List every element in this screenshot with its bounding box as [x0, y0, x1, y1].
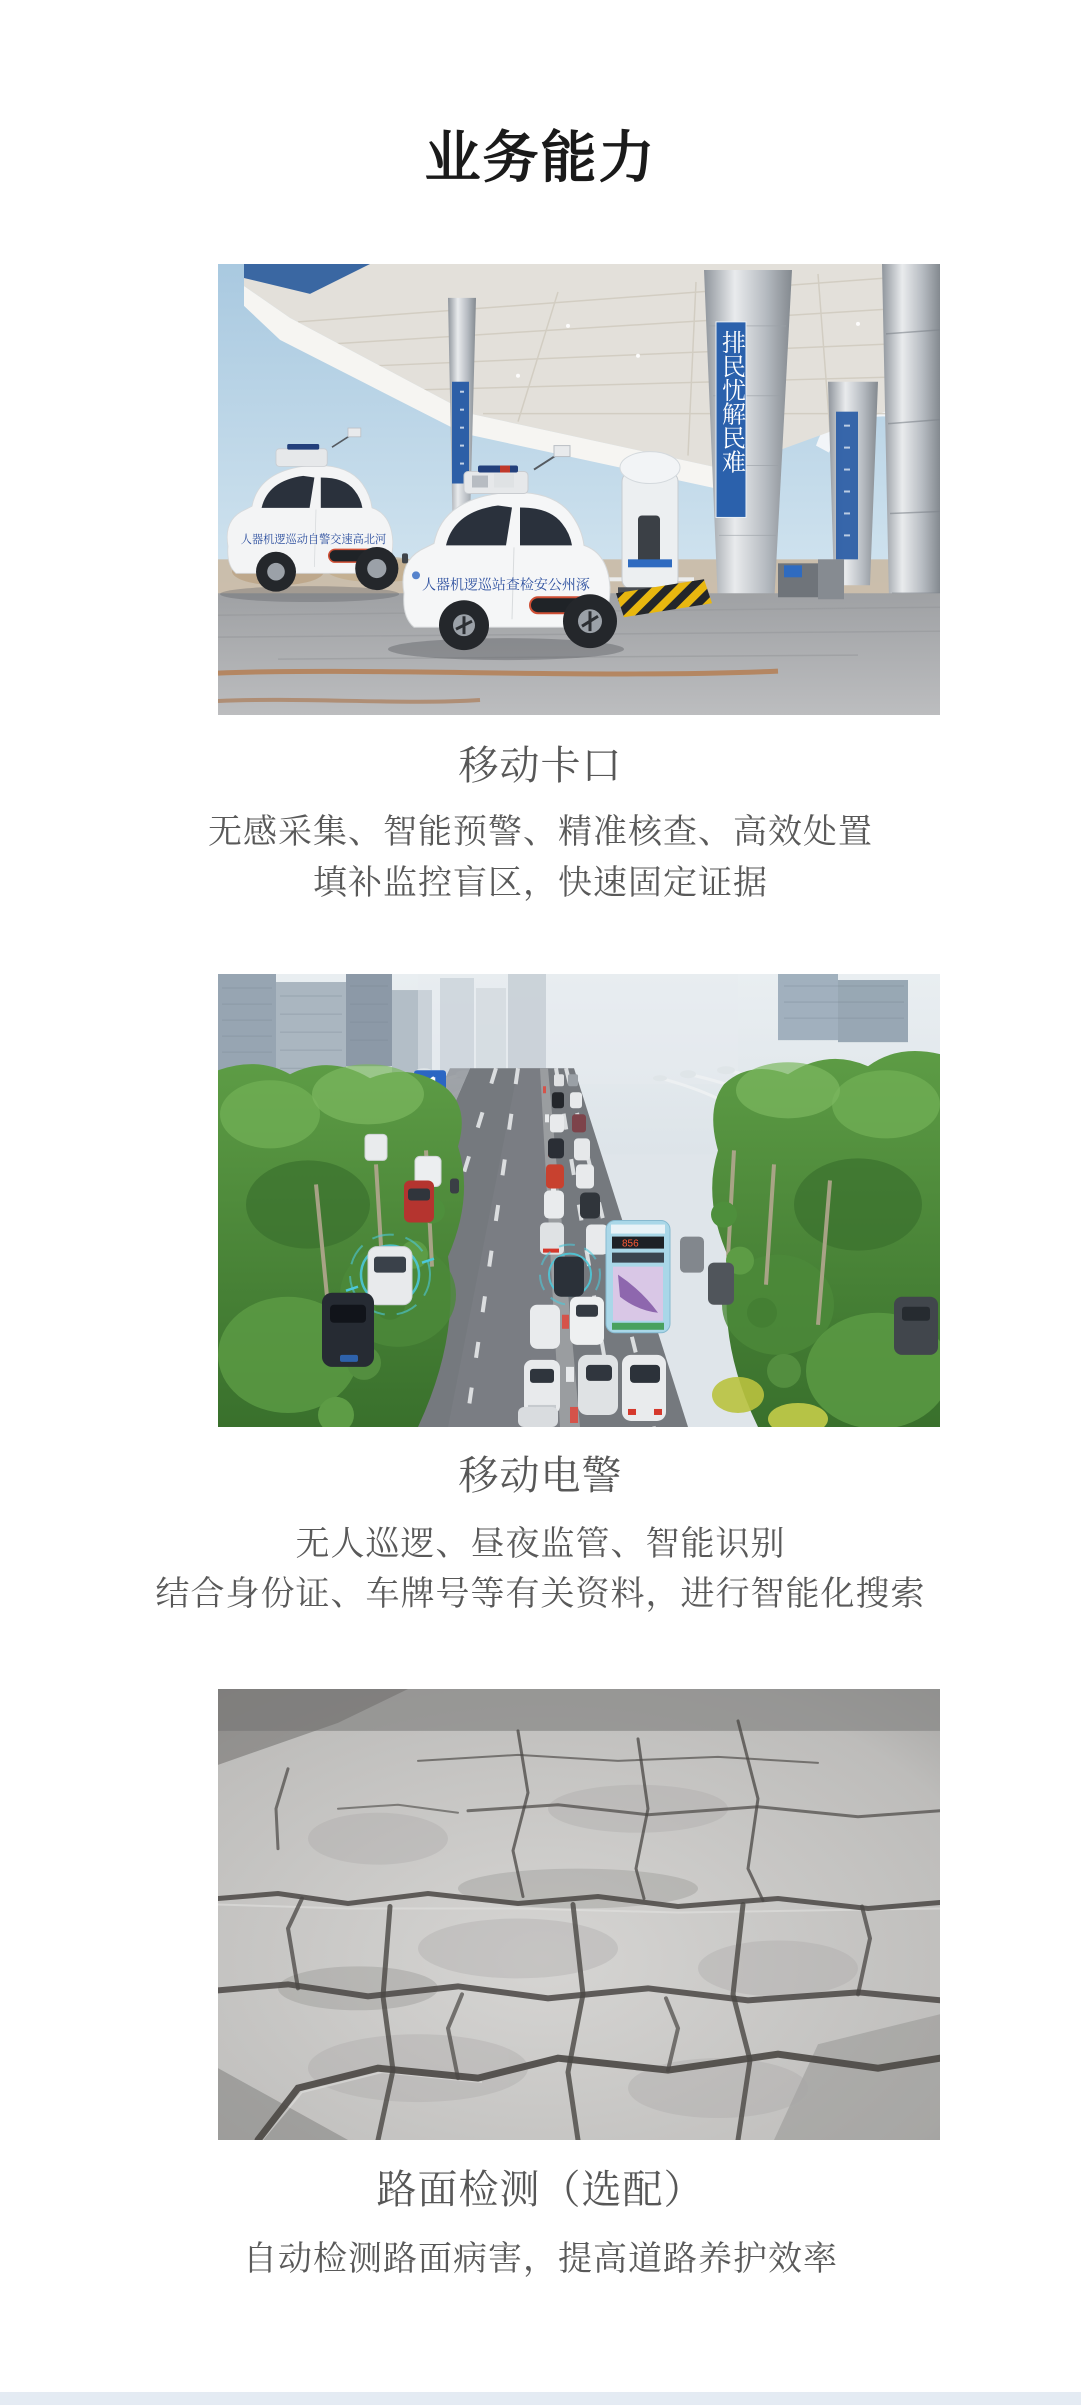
- red-car: [404, 1180, 434, 1222]
- section-heading-epolice: 移动电警: [458, 1454, 623, 1498]
- white-sedan-front: [524, 1360, 560, 1414]
- vehicle-side-text: 人器机逻巡动自警交速高北河: [240, 533, 387, 546]
- section-heading-road-detect: 路面检测（选配）: [376, 2168, 705, 2212]
- roadside-trees-right: [711, 1051, 940, 1427]
- roadside-trees-left: [218, 1064, 464, 1427]
- section-text: 结合身份证、车牌号等有关资料，进行智能化搜索: [155, 1575, 926, 1613]
- bottom-bar: [0, 2392, 1081, 2405]
- ground-stain: [218, 671, 778, 674]
- column-banner-text: 排民忧解民难: [717, 329, 745, 474]
- section-text: 无人巡逻、昼夜监管、智能识别: [295, 1525, 786, 1563]
- mobile-epolice-photo: [218, 974, 940, 1427]
- road-surface-photo: [218, 1689, 940, 2140]
- section-heading-checkpoint: 移动卡口: [458, 744, 623, 788]
- dark-sedan: [322, 1293, 374, 1367]
- mobile-checkpoint-photo: [218, 264, 940, 715]
- vehicle-side-text: 人器机逻巡站查检安公州涿: [422, 576, 590, 593]
- page-title: 业务能力: [424, 126, 657, 189]
- section-text: 无感采集、智能预警、精准核查、高效处置: [208, 813, 873, 851]
- section-text: 自动检测路面病害，提高道路养护效率: [243, 2240, 838, 2278]
- bus-led-text: 856: [622, 1238, 639, 1250]
- city-bus: [606, 1221, 670, 1333]
- section-text: 填补监控盲区，快速固定证据: [313, 864, 768, 902]
- robot-pillar: [618, 452, 682, 602]
- foreground-cars: [578, 1355, 666, 1421]
- small-banner: [452, 382, 469, 484]
- white-van: [570, 1297, 604, 1345]
